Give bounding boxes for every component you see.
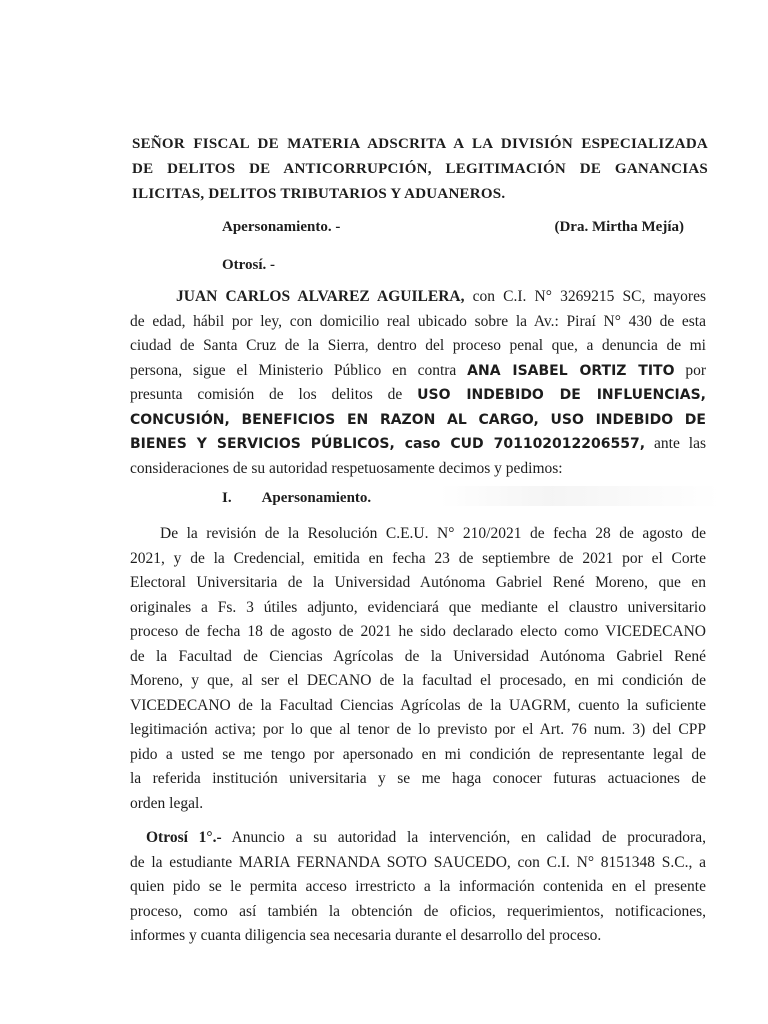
intro-line-4-pre: persona, sigue el Ministerio Público en contra bbox=[130, 361, 457, 379]
intro-line-2: de edad, hábil por ley, con domicilio real ubicado sobre la Av.: Piraí N° 430 de esta bbox=[130, 312, 706, 330]
case-cud: BIENES Y SERVICIOS PÚBLICOS, caso CUD 701102012206557, bbox=[130, 436, 646, 452]
intro-line-7-post: ante las bbox=[654, 435, 707, 452]
prosecutor-name: (Dra. Mirtha Mejía) bbox=[554, 219, 684, 235]
sumilla-row bbox=[222, 219, 684, 236]
otrosi-line-2: de la estudiante MARIA FERNANDA SOTO SAUCEDO, con C.I. N° 8151348 S.C., a bbox=[130, 853, 706, 871]
intro-line-4-post: por bbox=[685, 361, 707, 379]
intro-line-8: consideraciones de su autoridad respetuosamente decimos y pedimos: bbox=[130, 459, 563, 477]
heading-line-2: DE DELITOS DE ANTICORRUPCIÓN, LEGITIMACIÓN DE GANANCIAS bbox=[132, 161, 708, 177]
accused-name: ANA ISABEL ORTIZ TITO bbox=[467, 362, 675, 379]
body-line-10: pido a usted se me tengo por apersonado en mi condición de representante legal de bbox=[130, 745, 706, 763]
otrosi-line-3: quien pido se le permita acceso irrestricto a la información contenida en el presente bbox=[130, 878, 706, 895]
intro-paragraph bbox=[130, 285, 706, 481]
body-line-12: orden legal. bbox=[130, 794, 204, 812]
body-line-8: VICEDECANO de la Facultad Ciencias Agrícolas de la UAGRM, cuento la suficiente bbox=[130, 696, 706, 714]
body-line-4: originales a Fs. 3 útiles adjunto, evidenciará que mediante el claustro universitario bbox=[130, 598, 706, 616]
otrosi-line-5: informes y cuanta diligencia sea necesaria durante el desarrollo del proceso. bbox=[130, 927, 602, 944]
complainant-name: JUAN CARLOS ALVAREZ AGUILERA, bbox=[176, 288, 465, 305]
addressee-heading bbox=[132, 132, 708, 207]
body-line-11: la referida institución universitaria y se me haga conocer futuras actuaciones de bbox=[130, 770, 706, 787]
intro-line-7 bbox=[130, 432, 706, 457]
body-line-5: proceso de fecha 18 de agosto de 2021 he sido declarado electo como VICEDECANO bbox=[130, 623, 706, 640]
body-line-1: De la revisión de la Resolución C.E.U. N° 210/2021 de fecha 28 de agosto de bbox=[160, 525, 706, 542]
section-1-heading: Apersonamiento. bbox=[261, 490, 372, 506]
body-line-3: Electoral Universitaria de la Universidad Autónoma Gabriel René Moreno, que en bbox=[130, 574, 706, 591]
sumilla-otrosi: Otrosí. - bbox=[222, 257, 276, 273]
section-1-title bbox=[222, 490, 371, 507]
intro-line-1-rest: con C.I. N° 3269215 SC, mayores bbox=[472, 288, 707, 305]
otrosi-1-label: Otrosí 1°.- bbox=[146, 829, 222, 846]
body-line-2: 2021, y de la Credencial, emitida en fecha 23 de septiembre de 2021 por el Corte bbox=[130, 549, 706, 567]
intro-line-3: ciudad de Santa Cruz de la Sierra, dentro del proceso penal que, a denuncia de mi bbox=[130, 337, 706, 354]
intro-line-4 bbox=[130, 359, 706, 384]
otrosi-1-paragraph bbox=[130, 826, 706, 949]
section-1-number: I. bbox=[222, 490, 232, 506]
heading-line-1: SEÑOR FISCAL DE MATERIA ADSCRITA A LA DIVISIÓN ESPECIALIZADA bbox=[132, 136, 708, 152]
intro-line-5 bbox=[130, 383, 706, 408]
sumilla-label: Apersonamiento. - bbox=[222, 219, 341, 235]
intro-line-6: CONCUSIÓN, BENEFICIOS EN RAZON AL CARGO, USO INDEBIDO DE bbox=[130, 411, 706, 428]
crimes-1: USO INDEBIDO DE INFLUENCIAS, bbox=[417, 387, 706, 403]
intro-line-1 bbox=[130, 285, 706, 310]
body-line-7: Moreno, y que, al ser el DECANO de la facultad el procesado, en mi condición de bbox=[130, 672, 706, 689]
apersonamiento-paragraph bbox=[130, 522, 706, 816]
otrosi-line-1-rest: Anuncio a su autoridad la intervención, en calidad de procuradora, bbox=[231, 829, 706, 846]
otrosi-line-4: proceso, como así también la obtención de oficios, requerimientos, notificaciones, bbox=[130, 902, 706, 920]
scan-smudge bbox=[440, 486, 720, 506]
heading-line-3: ILICITAS, DELITOS TRIBUTARIOS Y ADUANEROS. bbox=[132, 186, 506, 202]
intro-line-5-pre: presunta comisión de los delitos de bbox=[130, 386, 403, 403]
otrosi-line-1 bbox=[130, 826, 706, 851]
body-line-9: legitimación activa; por lo que al tenor de lo previsto por el Art. 76 num. 3) del CPP bbox=[130, 721, 706, 738]
body-line-6: de la Facultad de Ciencias Agrícolas de la Universidad Autónoma Gabriel René bbox=[130, 647, 706, 665]
